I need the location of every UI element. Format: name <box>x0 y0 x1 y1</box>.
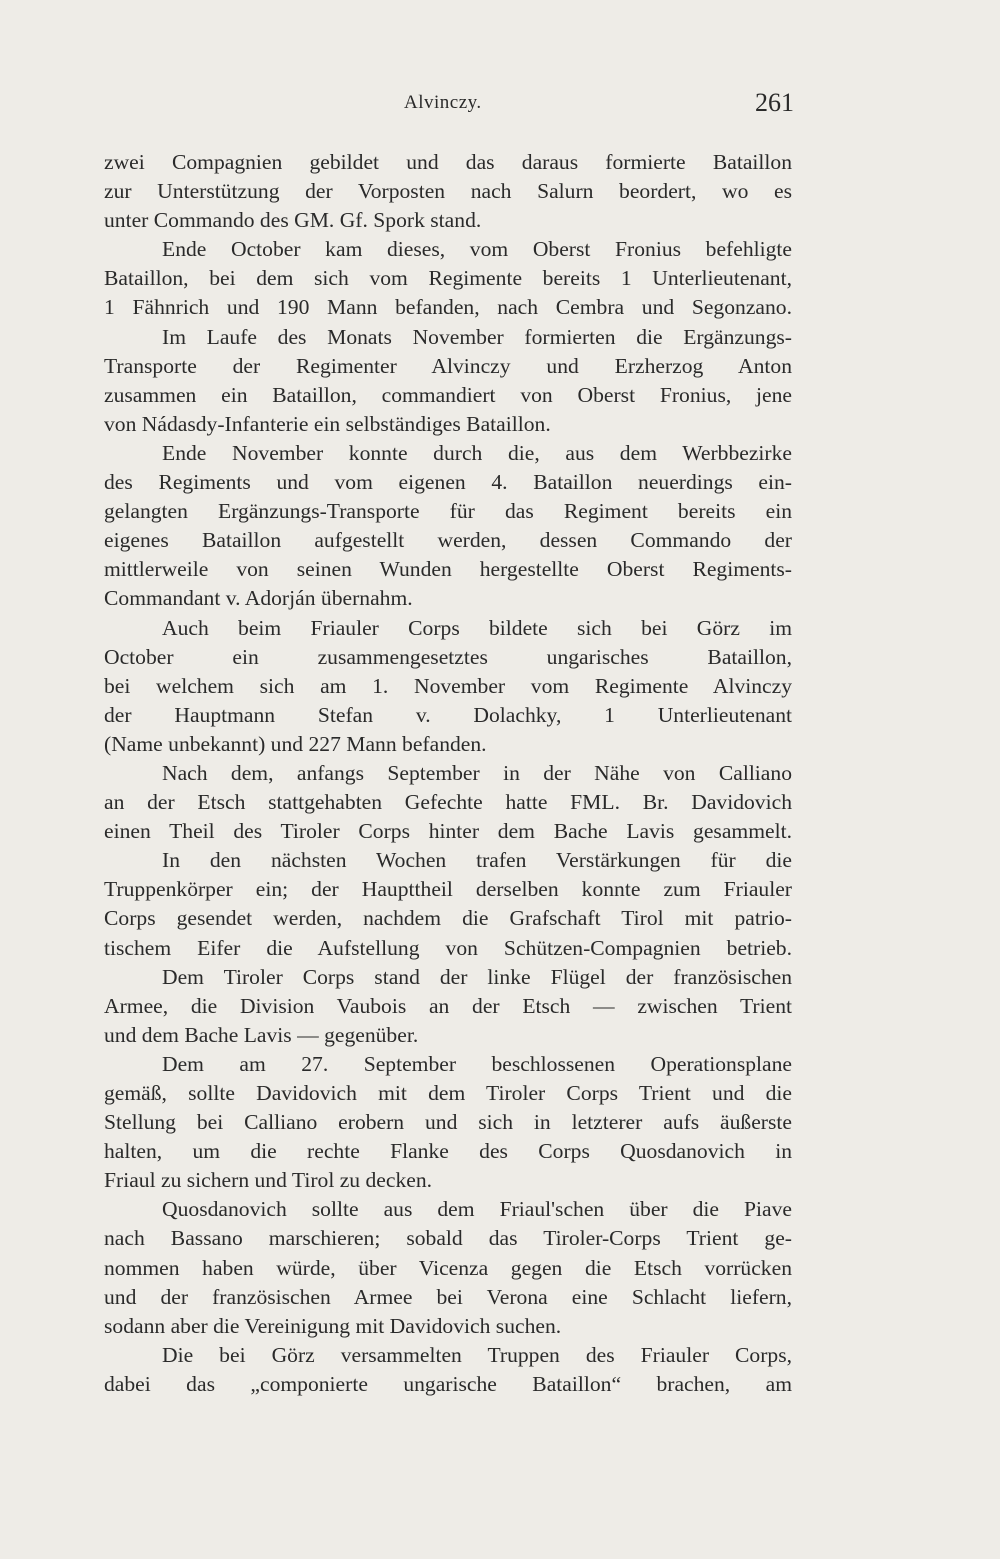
text-line: der Hauptmann Stefan v. Dolachky, 1 Unterlieutenant <box>104 702 792 727</box>
body-text <box>104 148 792 1399</box>
text-line: Commandant v. Adorján übernahm. <box>104 586 413 611</box>
text-line: Ende October kam dieses, vom Oberst Fronius befehligte <box>162 237 792 262</box>
text-line: Im Laufe des Monats November formierten die Ergänzungs- <box>162 324 792 349</box>
text-line: gemäß, sollte Davidovich mit dem Tiroler Corps Trient und die <box>104 1081 792 1105</box>
text-line: dabei das „componierte ungarische Bataillon“ brachen, am <box>104 1371 792 1396</box>
text-line: Truppenkörper ein; der Haupttheil derselben konnte zum Friauler <box>104 877 792 902</box>
text-line: Dem am 27. September beschlossenen Operationsplane <box>162 1051 792 1076</box>
text-line: Die bei Görz versammelten Truppen des Friauler Corps, <box>162 1342 792 1367</box>
text-line: nach Bassano marschieren; sobald das Tiroler-Corps Trient ge- <box>104 1226 792 1251</box>
text-line: bei welchem sich am 1. November vom Regimente Alvinczy <box>104 673 792 698</box>
text-line: und dem Bache Lavis — gegenüber. <box>104 1022 419 1047</box>
text-line: tischem Eifer die Aufstellung von Schützen-Compagnien betrieb. <box>104 935 792 960</box>
text-line: halten, um die rechte Flanke des Corps Quosdanovich in <box>104 1139 792 1164</box>
text-line: Armee, die Division Vaubois an der Etsch — zwischen Trient <box>104 993 792 1018</box>
text-line: Corps gesendet werden, nachdem die Grafschaft Tirol mit patrio- <box>104 906 792 931</box>
text-line: October ein zusammengesetztes ungarisches Bataillon, <box>104 644 792 669</box>
text-line: sodann aber die Vereinigung mit Davidovich suchen. <box>104 1313 562 1338</box>
text-line: Friaul zu sichern und Tirol zu decken. <box>104 1168 433 1193</box>
text-line: eigenes Bataillon aufgestellt werden, dessen Commando der <box>104 528 792 553</box>
text-line: Auch beim Friauler Corps bildete sich bei Görz im <box>162 615 792 640</box>
text-line: Ende November konnte durch die, aus dem Werbbezirke <box>162 440 792 465</box>
text-line: 1 Fähnrich und 190 Mann befanden, nach Cembra und Segonzano. <box>104 295 792 320</box>
text-line: Nach dem, anfangs September in der Nähe von Calliano <box>162 760 792 785</box>
text-line: nommen haben würde, über Vicenza gegen die Etsch vorrücken <box>104 1255 792 1280</box>
text-line: gelangten Ergänzungs-Transporte für das Regiment bereits ein <box>104 499 792 524</box>
page-header <box>104 82 794 122</box>
text-line: zur Unterstützung der Vorposten nach Salurn beordert, wo es <box>104 179 792 204</box>
text-line: einen Theil des Tiroler Corps hinter dem Bache Lavis gesammelt. <box>104 819 792 844</box>
text-line: unter Commando des GM. Gf. Spork stand. <box>104 208 482 233</box>
text-line: an der Etsch stattgehabten Gefechte hatte FML. Br. Davidovich <box>104 790 792 815</box>
text-line: Dem Tiroler Corps stand der linke Flügel der französischen <box>162 964 792 989</box>
text-line: Bataillon, bei dem sich vom Regimente bereits 1 Unterlieutenant, <box>104 266 792 291</box>
text-line: zusammen ein Bataillon, commandiert von Oberst Fronius, jene <box>104 382 792 407</box>
text-line: (Name unbekannt) und 227 Mann befanden. <box>104 731 487 756</box>
text-line: zwei Compagnien gebildet und das daraus formierte Bataillon <box>104 150 792 174</box>
page-number: 261 <box>755 88 794 117</box>
text-line: des Regiments und vom eigenen 4. Bataillon neuerdings ein- <box>104 470 792 495</box>
text-line: In den nächsten Wochen trafen Verstärkungen für die <box>162 848 792 873</box>
text-line: und der französischen Armee bei Verona eine Schlacht liefern, <box>104 1284 792 1309</box>
text-line: Transporte der Regimenter Alvinczy und Erzherzog Anton <box>104 353 792 378</box>
text-line: von Nádasdy-Infanterie ein selbständiges Bataillon. <box>104 411 551 436</box>
running-title: Alvinczy. <box>404 92 482 113</box>
text-line: mittlerweile von seinen Wunden hergestellte Oberst Regiments- <box>104 557 792 582</box>
text-line: Quosdanovich sollte aus dem Friaul'schen über die Piave <box>162 1197 792 1222</box>
text-line: Stellung bei Calliano erobern und sich in letzterer aufs äußerste <box>104 1110 792 1135</box>
